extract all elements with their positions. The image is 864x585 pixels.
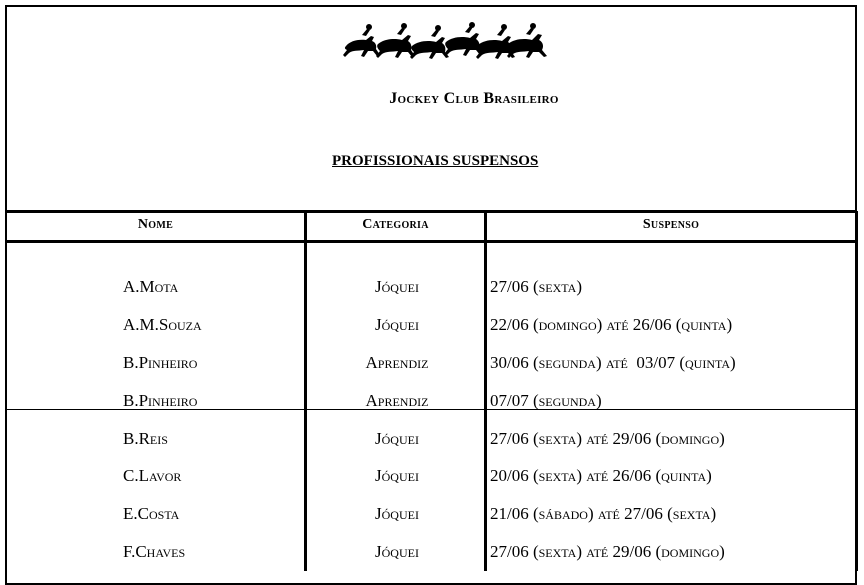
- table-row: [0, 353, 864, 381]
- column-header-nome: Nome: [137, 217, 174, 232]
- table-row: [0, 315, 864, 343]
- table-row: [0, 429, 864, 457]
- cell-suspenso: 21/06 (sábado) até 27/06 (sexta): [490, 504, 717, 523]
- table-row: [0, 466, 864, 494]
- cell-nome: A.Mota: [123, 277, 179, 296]
- cell-suspenso: 22/06 (domingo) até 26/06 (quinta): [490, 315, 733, 334]
- cell-suspenso: 20/06 (sexta) até 26/06 (quinta): [490, 466, 712, 485]
- cell-suspenso: 27/06 (sexta) até 29/06 (domingo): [490, 429, 725, 448]
- club-name: Jockey Club Brasileiro: [389, 90, 559, 107]
- table-row: [0, 504, 864, 532]
- cell-nome: E.Costa: [123, 504, 180, 523]
- cell-categoria: Aprendiz: [365, 391, 429, 410]
- cell-nome: B.Pinheiro: [123, 391, 198, 410]
- cell-suspenso: 27/06 (sexta): [490, 277, 583, 296]
- horse-racing-logo: [340, 22, 556, 60]
- table-top-border: [5, 210, 857, 213]
- table-row: [0, 542, 864, 570]
- column-header-suspenso: Suspenso: [642, 217, 700, 232]
- cell-nome: C.Lavor: [123, 466, 182, 485]
- cell-categoria: Jóquei: [375, 315, 419, 334]
- cell-suspenso: 27/06 (sexta) até 29/06 (domingo): [490, 542, 725, 561]
- cell-nome: B.Reis: [123, 429, 168, 448]
- cell-categoria: Jóquei: [375, 542, 419, 561]
- cell-suspenso: 07/07 (segunda): [490, 391, 602, 410]
- table-row: [0, 391, 864, 419]
- cell-suspenso: 30/06 (segunda) até 03/07 (quinta): [490, 353, 736, 372]
- document-title: PROFISSIONAIS SUSPENSOS: [332, 153, 539, 169]
- cell-nome: B.Pinheiro: [123, 353, 198, 372]
- cell-categoria: Aprendiz: [365, 353, 429, 372]
- cell-categoria: Jóquei: [375, 504, 419, 523]
- cell-categoria: Jóquei: [375, 466, 419, 485]
- cell-categoria: Jóquei: [375, 429, 419, 448]
- cell-nome: A.M.Souza: [123, 315, 202, 334]
- cell-nome: F.Chaves: [123, 542, 186, 561]
- column-header-categoria: Categoria: [362, 217, 429, 232]
- cell-categoria: Jóquei: [375, 277, 419, 296]
- header-bottom-border: [5, 240, 857, 243]
- table-row: [0, 277, 864, 305]
